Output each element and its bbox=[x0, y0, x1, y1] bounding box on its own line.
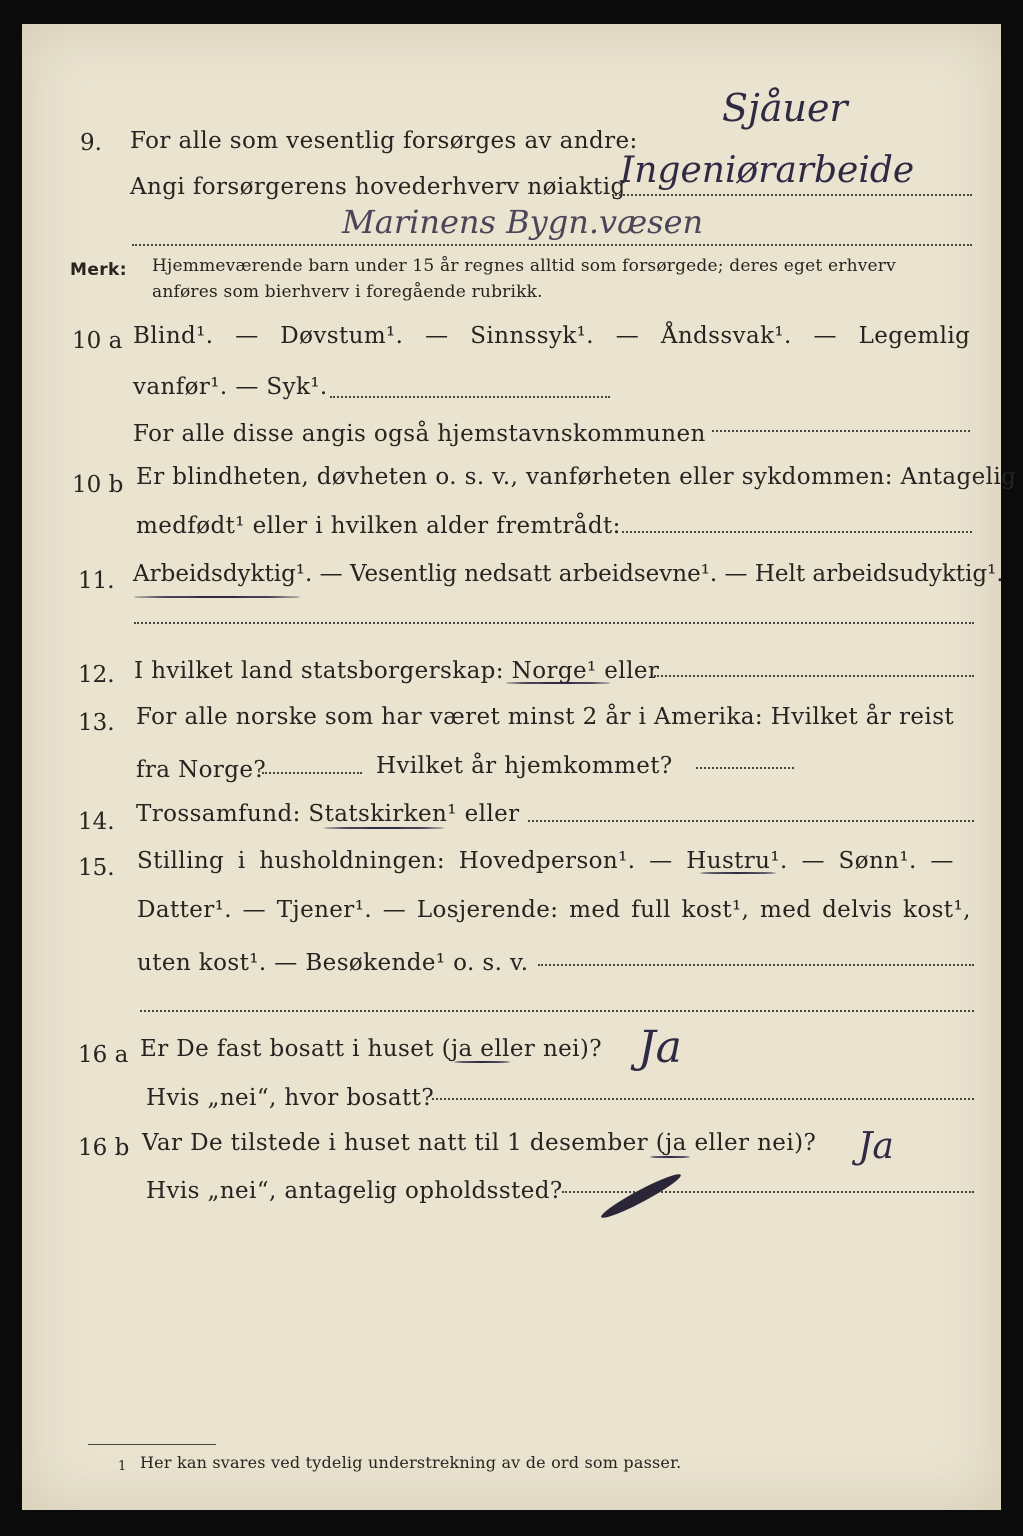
q9-number: 9. bbox=[80, 130, 102, 156]
q14-number: 14. bbox=[78, 809, 115, 835]
q10b-line2: medfødt¹ eller i hvilken alder fremtrådt: bbox=[136, 513, 621, 539]
q16b-line1: Var De tilstede i huset natt til 1 desember (ja eller nei)? bbox=[142, 1130, 817, 1156]
q16a-line2: Hvis „nei“, hvor bosatt? bbox=[146, 1085, 435, 1111]
q11-answer-underline bbox=[134, 596, 300, 598]
q12-fill-line bbox=[654, 675, 974, 677]
q16b-fill-line bbox=[562, 1191, 974, 1193]
q11-number: 11. bbox=[78, 568, 115, 594]
q12-line1: I hvilket land statsborgerskap: Norge¹ eller bbox=[134, 658, 660, 684]
q15-line2: Datter¹. — Tjener¹. — Losjerende: med full kost¹, med delvis kost¹, bbox=[137, 897, 971, 923]
merk-line1: Hjemmeværende barn under 15 år regnes alltid som forsørgede; deres eget erhverv bbox=[152, 256, 896, 276]
handwritten-note-top: Sjåuer bbox=[722, 86, 848, 130]
q11-line1: Arbeidsdyktig¹. — Vesentlig nedsatt arbeidsevne¹. — Helt arbeidsudyktig¹. bbox=[133, 561, 1004, 587]
q16a-fill-line bbox=[432, 1098, 974, 1100]
q10a-fill-line bbox=[330, 396, 610, 398]
handwritten-answer-16a: Ja bbox=[638, 1022, 682, 1073]
q10b-number: 10 b bbox=[72, 472, 124, 498]
footnote-marker: 1 bbox=[118, 1459, 127, 1474]
q13-line2a: fra Norge? bbox=[136, 757, 267, 783]
footnote-rule bbox=[88, 1444, 216, 1445]
q13-line2b: Hvilket år hjemkommet? bbox=[376, 753, 673, 779]
footnote-text: Her kan svares ved tydelig understrekning av de ord som passer. bbox=[140, 1453, 682, 1472]
q16a-answer-underline bbox=[454, 1061, 510, 1063]
q9-line2: Angi forsørgerens hovederhverv nøiaktig bbox=[130, 174, 626, 200]
q10a-fill-line-2 bbox=[712, 430, 970, 432]
q16b-answer-underline bbox=[650, 1156, 690, 1158]
q10b-fill-line bbox=[622, 531, 972, 533]
handwritten-employer: Marinens Bygn.væsen bbox=[342, 203, 704, 241]
handwritten-occupation: Ingeniørarbeide bbox=[620, 150, 915, 191]
q10a-line1: Blind¹. — Døvstum¹. — Sinnssyk¹. — Åndssvak¹. — Legemlig bbox=[133, 323, 971, 349]
q10b-line1: Er blindheten, døvheten o. s. v., vanførheten eller sykdommen: Antagelig bbox=[136, 464, 1017, 490]
q15-fill-line bbox=[538, 964, 974, 966]
q10a-line2: vanfør¹. — Syk¹. bbox=[133, 374, 328, 400]
q16a-line1: Er De fast bosatt i huset (ja eller nei)? bbox=[140, 1036, 603, 1062]
q16a-number: 16 a bbox=[78, 1042, 129, 1068]
q9-line1: For alle som vesentlig forsørges av andre: bbox=[130, 128, 638, 154]
q9-fill-line bbox=[612, 194, 972, 196]
merk-line2: anføres som bierhverv i foregående rubrikk. bbox=[152, 282, 543, 302]
q12-answer-underline bbox=[506, 682, 610, 684]
q13-fill-line-b bbox=[696, 767, 794, 769]
q15-number: 15. bbox=[78, 855, 115, 881]
q11-fill-line bbox=[134, 622, 974, 624]
merk-label: Merk: bbox=[70, 260, 127, 280]
q13-number: 13. bbox=[78, 710, 115, 736]
handwritten-answer-16b: Ja bbox=[858, 1126, 894, 1167]
q13-line1: For alle norske som har været minst 2 år i Amerika: Hvilket år reist bbox=[136, 704, 955, 730]
q14-answer-underline bbox=[324, 827, 444, 829]
q10a-number: 10 a bbox=[72, 328, 123, 354]
q14-line1: Trossamfund: Statskirken¹ eller bbox=[136, 801, 520, 827]
q13-fill-line-a bbox=[262, 772, 362, 774]
q15-line1: Stilling i husholdningen: Hovedperson¹. — Hustru¹. — Sønn¹. — bbox=[137, 848, 954, 874]
q12-number: 12. bbox=[78, 662, 115, 688]
q9-fill-line-2 bbox=[132, 244, 972, 246]
q16b-number: 16 b bbox=[78, 1135, 130, 1161]
q15-fill-line-2 bbox=[140, 1010, 974, 1012]
q16b-line2: Hvis „nei“, antagelig opholdssted? bbox=[146, 1178, 563, 1204]
q10a-line3: For alle disse angis også hjemstavnskommunen bbox=[133, 421, 706, 447]
q15-line3: uten kost¹. — Besøkende¹ o. s. v. bbox=[137, 950, 529, 976]
q15-answer-underline bbox=[700, 872, 776, 874]
q14-fill-line bbox=[528, 820, 974, 822]
